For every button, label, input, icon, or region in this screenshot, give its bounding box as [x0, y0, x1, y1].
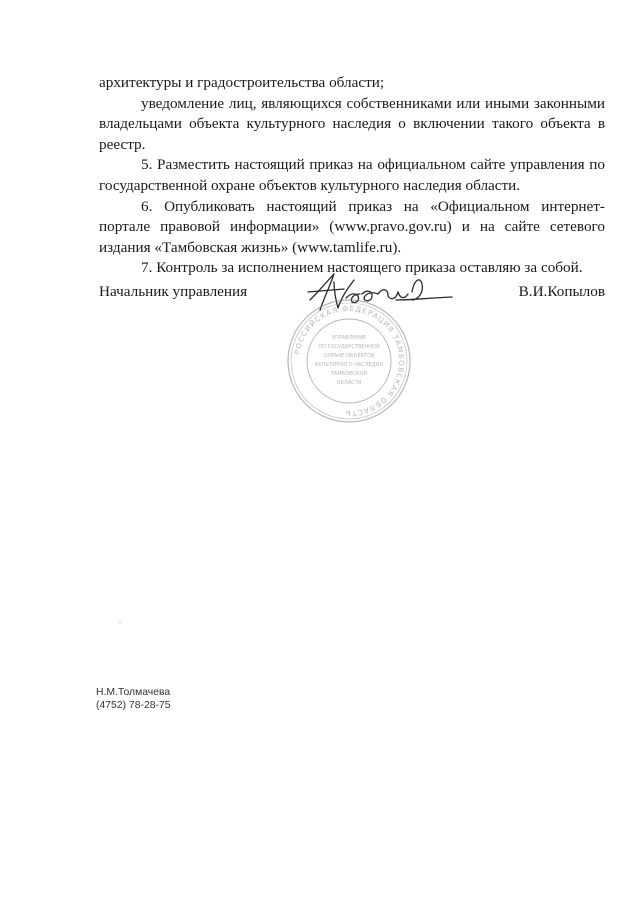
paragraph-item-6: 6. Опубликовать настоящий приказ на «Официальном интернет-портале правовой информации» (www.pravo.gov.ru) и на сайте сетевого издания «Тамбовская жизнь» (www.tamlife.ru).	[99, 197, 605, 256]
executor-contacts	[96, 686, 171, 712]
svg-text:УПРАВЛЕНИЕ: УПРАВЛЕНИЕ	[331, 335, 367, 341]
paragraph-continuation: архитектуры и градостроительства области;	[99, 74, 385, 91]
scan-speck	[119, 622, 121, 623]
svg-text:РОССИЙСКАЯ ФЕДЕРАЦИЯ ТАМБОВСК: РОССИЙСКАЯ ФЕДЕРАЦИЯ ТАМБОВСКАЯ ОБЛАСТЬ	[292, 303, 407, 419]
svg-text:ПО ГОСУДАРСТВЕННОЙ: ПО ГОСУДАРСТВЕННОЙ	[318, 344, 380, 350]
official-seal	[285, 297, 413, 425]
svg-text:КУЛЬТУРНОГО НАСЛЕДИЯ: КУЛЬТУРНОГО НАСЛЕДИЯ	[315, 362, 383, 368]
paragraph-notification: уведомление лиц, являющихся собственниками или иными законными владельцами объекта культурного наследия о включении такого объекта в реестр.	[99, 94, 605, 153]
signatory-name: В.И.Копылов	[518, 283, 605, 300]
svg-text:ОБЛАСТИ: ОБЛАСТИ	[336, 380, 362, 386]
svg-text:ОХРАНЕ ОБЪЕКТОВ: ОХРАНЕ ОБЪЕКТОВ	[323, 353, 375, 359]
executor-phone: (4752) 78-28-75	[96, 700, 171, 711]
executor-name: Н.М.Толмачева	[96, 687, 171, 698]
svg-text:ТАМБОВСКОЙ: ТАМБОВСКОЙ	[330, 371, 368, 377]
paragraph-item-5: 5. Разместить настоящий приказ на официальном сайте управления по государственной охране объектов культурного наследия области.	[99, 156, 605, 194]
paragraph-item-7: 7. Контроль за исполнением настоящего приказа оставляю за собой.	[141, 259, 583, 277]
signatory-title: Начальник управления	[99, 283, 248, 300]
document-body	[99, 73, 605, 279]
